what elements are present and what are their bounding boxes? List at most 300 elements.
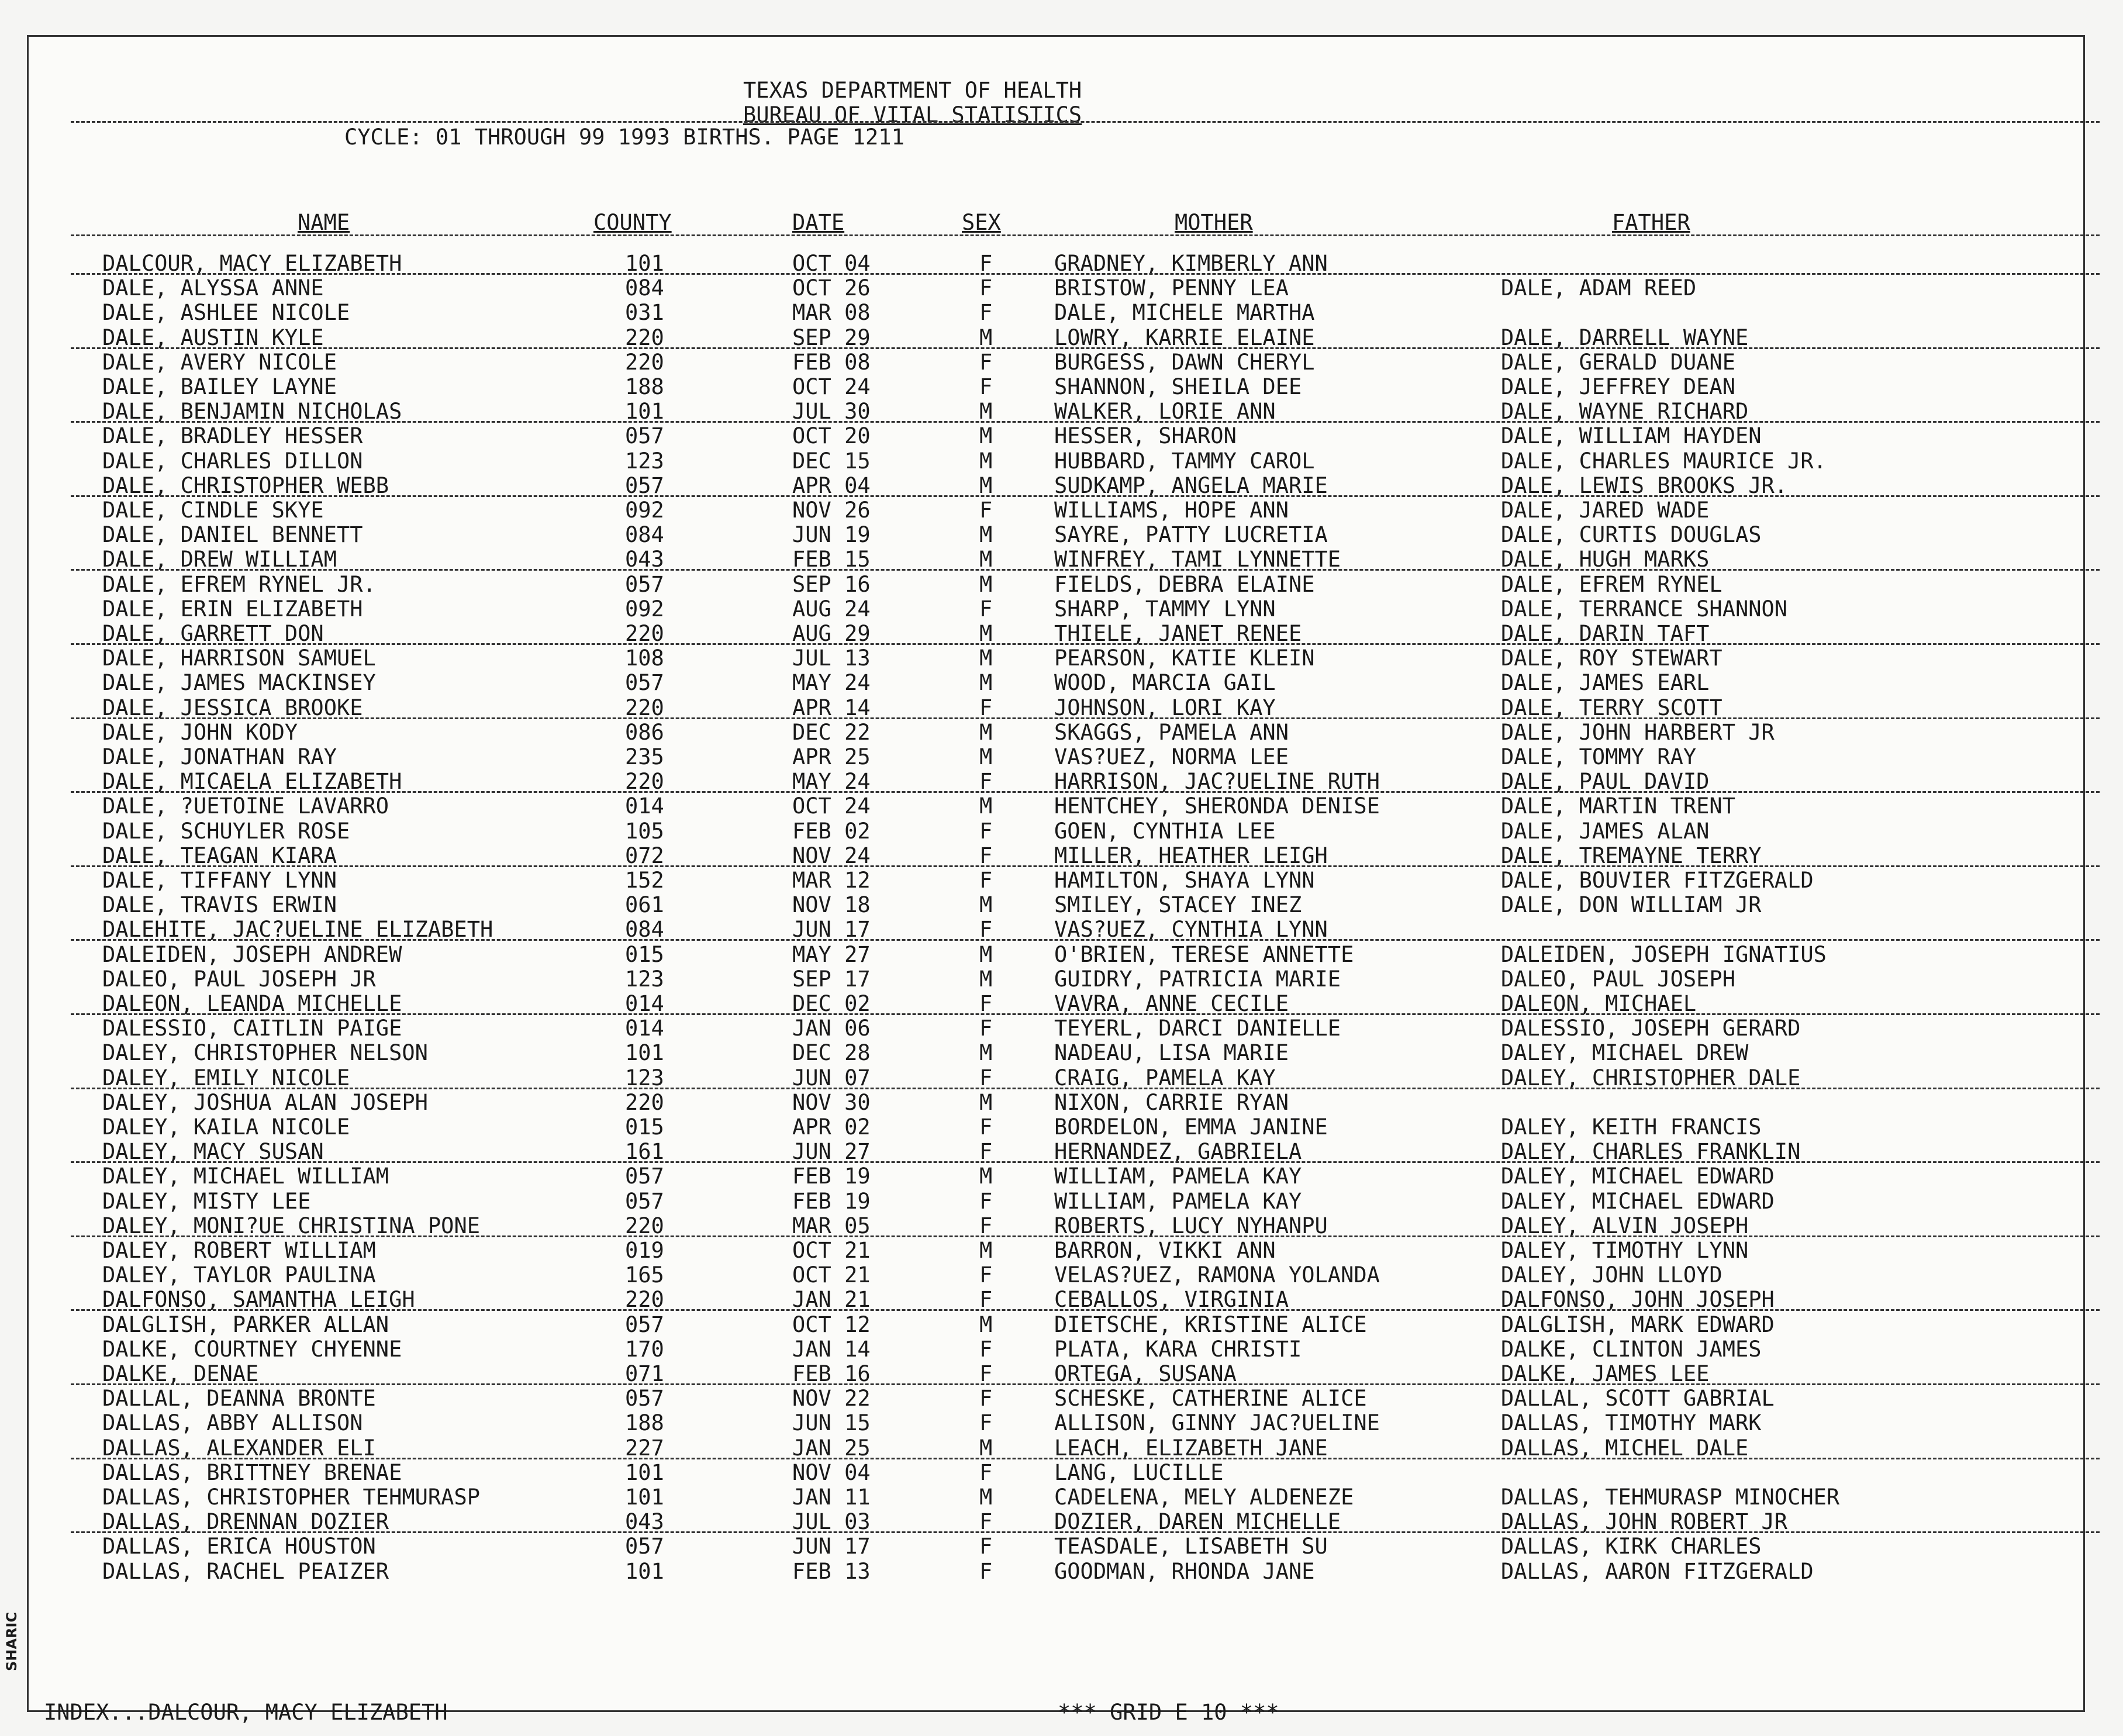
name-cell: DALE, EFREM RYNEL JR. [102,571,376,597]
date-cell: JAN 11 [792,1485,871,1510]
date-cell: FEB 19 [792,1188,871,1214]
name-cell: DALE, AUSTIN KYLE [102,325,324,350]
mother-cell: WALKER, LORIE ANN [1054,399,1276,424]
name-cell: DALEY, MICHAEL WILLIAM [102,1164,389,1189]
date-cell: SEP 17 [792,966,871,992]
table-row [29,917,2083,941]
mother-cell: LOWRY, KARRIE ELAINE [1054,325,1315,350]
county-cell: 015 [625,1114,664,1140]
grid-reference: *** GRID E 10 *** [1058,1700,1279,1725]
name-cell: DALEY, MONI?UE CHRISTINA PONE [102,1213,481,1238]
date-cell: FEB 13 [792,1558,871,1584]
county-cell: 101 [625,1485,664,1510]
father-cell: DALESSIO, JOSEPH GERARD [1501,1016,1801,1041]
date-cell: NOV 30 [792,1089,871,1115]
document-page [27,35,2085,1725]
mother-cell: TEASDALE, LISABETH SU [1054,1534,1328,1559]
table-row [29,350,2083,374]
date-cell: OCT 20 [792,423,871,449]
sex-cell: F [979,1336,993,1362]
county-cell: 161 [625,1139,664,1165]
table-row [29,1262,2083,1287]
table-row [29,1337,2083,1361]
date-cell: FEB 08 [792,349,871,375]
sex-cell: F [979,1213,993,1238]
mother-cell: SHANNON, SHEILA DEE [1054,374,1302,399]
date-cell: NOV 18 [792,892,871,918]
county-cell: 072 [625,843,664,868]
date-cell: NOV 24 [792,843,871,868]
father-cell: DALEY, ALVIN JOSEPH [1501,1213,1749,1238]
row-group-divider [71,717,2100,719]
sex-cell: F [979,1386,993,1411]
date-cell: JUL 30 [792,399,871,424]
table-row [29,646,2083,670]
name-cell: DALE, ERIN ELIZABETH [102,596,363,622]
name-cell: DALE, BENJAMIN NICHOLAS [102,399,402,424]
date-cell: MAR 12 [792,868,871,893]
county-cell: 105 [625,818,664,844]
county-cell: 015 [625,941,664,967]
table-row [29,1114,2083,1139]
row-group-divider [71,1161,2100,1163]
table-row [29,1164,2083,1188]
county-cell: 043 [625,547,664,572]
county-cell: 057 [625,1534,664,1559]
date-cell: DEC 22 [792,719,871,745]
name-cell: DALEY, JOSHUA ALAN JOSEPH [102,1089,428,1115]
date-cell: AUG 24 [792,596,871,622]
sex-cell: F [979,1188,993,1214]
name-cell: DALEY, CHRISTOPHER NELSON [102,1040,428,1066]
date-cell: JAN 21 [792,1287,871,1313]
father-cell: DALLAS, AARON FITZGERALD [1501,1558,1814,1584]
table-row [29,1189,2083,1213]
row-group-divider [71,569,2100,571]
date-cell: APR 25 [792,744,871,769]
county-cell: 092 [625,596,664,622]
sex-cell: F [979,991,993,1016]
table-row [29,300,2083,325]
mother-cell: HAMILTON, SHAYA LYNN [1054,868,1315,893]
name-cell: DALLAS, CHRISTOPHER TEHMURASP [102,1485,481,1510]
sex-cell: M [979,941,993,967]
col-header-name: NAME [298,210,350,235]
table-row [29,399,2083,423]
mother-cell: BARRON, VIKKI ANN [1054,1238,1276,1263]
mother-cell: CEBALLOS, VIRGINIA [1054,1287,1289,1313]
sex-cell: M [979,1435,993,1461]
name-cell: DALCOUR, MACY ELIZABETH [102,251,402,276]
col-header-father: FATHER [1612,210,1690,235]
date-cell: OCT 21 [792,1262,871,1288]
father-cell: DALE, JAMES ALAN [1501,818,1710,844]
mother-cell: VAVRA, ANNE CECILE [1054,991,1289,1016]
sex-cell: F [979,843,993,868]
table-row [29,942,2083,967]
sex-cell: F [979,275,993,301]
county-cell: 101 [625,399,664,424]
mother-cell: GOEN, CYNTHIA LEE [1054,818,1276,844]
mother-cell: SHARP, TAMMY LYNN [1054,596,1276,622]
county-cell: 123 [625,966,664,992]
county-cell: 084 [625,917,664,943]
mother-cell: MILLER, HEATHER LEIGH [1054,843,1328,868]
county-cell: 071 [625,1361,664,1386]
table-row [29,423,2083,448]
name-cell: DALEO, PAUL JOSEPH JR [102,966,376,992]
row-group-divider [71,1235,2100,1237]
sex-cell: F [979,1361,993,1386]
row-group-divider [71,939,2100,941]
name-cell: DALE, ALYSSA ANNE [102,275,324,301]
county-cell: 092 [625,498,664,523]
father-cell: DALE, TERRY SCOTT [1501,695,1722,720]
sex-cell: M [979,646,993,671]
father-cell: DALE, WILLIAM HAYDEN [1501,423,1762,449]
mother-cell: VELAS?UEZ, RAMONA YOLANDA [1054,1262,1380,1288]
mother-cell: VAS?UEZ, NORMA LEE [1054,744,1289,769]
table-row [29,1016,2083,1040]
mother-cell: SAYRE, PATTY LUCRETIA [1054,522,1328,548]
table-row [29,498,2083,522]
name-cell: DALEY, MISTY LEE [102,1188,311,1214]
sex-cell: M [979,966,993,992]
county-cell: 220 [625,1089,664,1115]
table-row [29,473,2083,498]
mother-cell: VAS?UEZ, CYNTHIA LYNN [1054,917,1328,943]
name-cell: DALEIDEN, JOSEPH ANDREW [102,941,402,967]
col-header-mother: MOTHER [1175,210,1253,235]
table-row [29,670,2083,695]
sex-cell: F [979,1410,993,1436]
header-divider [71,121,2100,123]
table-row [29,251,2083,275]
mother-cell: HERNANDEZ, GABRIELA [1054,1139,1302,1165]
row-group-divider [71,865,2100,867]
father-cell: DALEIDEN, JOSEPH IGNATIUS [1501,941,1827,967]
sex-cell: M [979,1485,993,1510]
county-cell: 101 [625,251,664,276]
date-cell: MAY 24 [792,670,871,696]
father-cell: DALE, MARTIN TRENT [1501,793,1735,819]
father-cell: DALE, DON WILLIAM JR [1501,892,1762,918]
father-cell: DALE, DARRELL WAYNE [1501,325,1749,350]
sex-cell: M [979,719,993,745]
father-cell: DALE, TOMMY RAY [1501,744,1697,769]
father-cell: DALE, GERALD DUANE [1501,349,1735,375]
mother-cell: CRAIG, PAMELA KAY [1054,1065,1276,1090]
date-cell: JAN 06 [792,1016,871,1041]
sex-cell: M [979,1164,993,1189]
sex-cell: M [979,472,993,498]
sex-cell: F [979,818,993,844]
index-line: INDEX...DALCOUR, MACY ELIZABETH [44,1700,448,1725]
sex-cell: M [979,1238,993,1263]
name-cell: DALLAS, ERICA HOUSTON [102,1534,376,1559]
father-cell: DALE, JOHN HARBERT JR [1501,719,1775,745]
date-cell: JUN 27 [792,1139,871,1165]
sex-cell: M [979,547,993,572]
col-header-sex: SEX [962,210,1001,235]
county-cell: 014 [625,1016,664,1041]
sex-cell: F [979,695,993,720]
sex-cell: M [979,1089,993,1115]
date-cell: FEB 02 [792,818,871,844]
column-header-divider [71,234,2100,236]
sex-cell: M [979,448,993,474]
county-cell: 220 [625,695,664,720]
name-cell: DALEY, ROBERT WILLIAM [102,1238,376,1263]
sex-cell: M [979,793,993,819]
table-row [29,695,2083,720]
name-cell: DALESSIO, CAITLIN PAIGE [102,1016,402,1041]
mother-cell: DOZIER, DAREN MICHELLE [1054,1509,1341,1535]
county-cell: 220 [625,325,664,350]
row-group-divider [71,1458,2100,1459]
mother-cell: WILLIAMS, HOPE ANN [1054,498,1289,523]
mother-cell: WILLIAM, PAMELA KAY [1054,1188,1302,1214]
father-cell: DALE, HUGH MARKS [1501,547,1710,572]
father-cell: DALE, ADAM REED [1501,275,1697,301]
county-cell: 220 [625,769,664,795]
mother-cell: CADELENA, MELY ALDENEZE [1054,1485,1354,1510]
name-cell: DALE, JESSICA BROOKE [102,695,363,720]
date-cell: OCT 24 [792,793,871,819]
name-cell: DALFONSO, SAMANTHA LEIGH [102,1287,415,1313]
sex-cell: F [979,300,993,326]
row-group-divider [71,1013,2100,1015]
date-cell: JUN 07 [792,1065,871,1090]
sex-cell: F [979,349,993,375]
table-row [29,596,2083,621]
sex-cell: M [979,325,993,350]
county-cell: 057 [625,571,664,597]
side-label: SHARIC [4,1612,20,1671]
county-cell: 057 [625,1188,664,1214]
bureau-title: BUREAU OF VITAL STATISTICS [743,102,1082,127]
county-cell: 220 [625,1287,664,1313]
father-cell: DALEY, CHRISTOPHER DALE [1501,1065,1801,1090]
table-row [29,1559,2083,1583]
table-row [29,374,2083,399]
county-cell: 220 [625,621,664,646]
table-row [29,1213,2083,1238]
table-row [29,325,2083,350]
father-cell: DALE, DARIN TAFT [1501,621,1710,646]
mother-cell: NIXON, CARRIE RYAN [1054,1089,1289,1115]
sex-cell: M [979,522,993,548]
father-cell: DALEY, TIMOTHY LYNN [1501,1238,1749,1263]
table-row [29,744,2083,769]
name-cell: DALE, ?UETOINE LAVARRO [102,793,389,819]
table-row [29,819,2083,843]
father-cell: DALLAS, TIMOTHY MARK [1501,1410,1762,1436]
name-cell: DALEY, MACY SUSAN [102,1139,324,1165]
table-row [29,1509,2083,1534]
table-row [29,522,2083,547]
father-cell: DALE, JAMES EARL [1501,670,1710,696]
row-group-divider [71,791,2100,793]
mother-cell: SMILEY, STACEY INEZ [1054,892,1302,918]
mother-cell: SUDKAMP, ANGELA MARIE [1054,472,1328,498]
date-cell: NOV 04 [792,1459,871,1485]
name-cell: DALLAS, RACHEL PEAIZER [102,1558,389,1584]
mother-cell: NADEAU, LISA MARIE [1054,1040,1289,1066]
table-row [29,621,2083,646]
date-cell: JAN 14 [792,1336,871,1362]
name-cell: DALGLISH, PARKER ALLAN [102,1312,389,1337]
sex-cell: F [979,1534,993,1559]
father-cell: DALE, JARED WADE [1501,498,1710,523]
sex-cell: F [979,1016,993,1041]
name-cell: DALE, BAILEY LAYNE [102,374,337,399]
father-cell: DALEON, MICHAEL [1501,991,1697,1016]
father-cell: DALFONSO, JOHN JOSEPH [1501,1287,1775,1313]
table-row [29,572,2083,596]
county-cell: 227 [625,1435,664,1461]
name-cell: DALE, HARRISON SAMUEL [102,646,376,671]
sex-cell: F [979,769,993,795]
date-cell: MAY 27 [792,941,871,967]
county-cell: 123 [625,1065,664,1090]
date-cell: MAR 08 [792,300,871,326]
sex-cell: M [979,571,993,597]
mother-cell: WINFREY, TAMI LYNNETTE [1054,547,1341,572]
mother-cell: LEACH, ELIZABETH JANE [1054,1435,1328,1461]
father-cell: DALE, EFREM RYNEL [1501,571,1722,597]
table-row [29,1410,2083,1435]
table-row [29,1386,2083,1410]
name-cell: DALLAS, ALEXANDER ELI [102,1435,376,1461]
sex-cell: F [979,1262,993,1288]
sex-cell: M [979,892,993,918]
row-group-divider [71,495,2100,497]
father-cell: DALEY, JOHN LLOYD [1501,1262,1722,1288]
sex-cell: F [979,1558,993,1584]
mother-cell: ORTEGA, SUSANA [1054,1361,1237,1386]
father-cell: DALLAL, SCOTT GABRIAL [1501,1386,1775,1411]
row-group-divider [71,1088,2100,1089]
table-row [29,1534,2083,1558]
row-group-divider [71,1383,2100,1385]
date-cell: OCT 04 [792,251,871,276]
date-cell: NOV 22 [792,1386,871,1411]
county-cell: 057 [625,1386,664,1411]
sex-cell: M [979,423,993,449]
date-cell: MAY 24 [792,769,871,795]
mother-cell: BURGESS, DAWN CHERYL [1054,349,1315,375]
date-cell: SEP 29 [792,325,871,350]
sex-cell: M [979,1040,993,1066]
table-row [29,769,2083,793]
name-cell: DALE, TIFFANY LYNN [102,868,337,893]
table-row [29,1090,2083,1114]
mother-cell: DIETSCHE, KRISTINE ALICE [1054,1312,1367,1337]
sex-cell: F [979,1114,993,1140]
mother-cell: GOODMAN, RHONDA JANE [1054,1558,1315,1584]
sex-cell: F [979,917,993,943]
mother-cell: SCHESKE, CATHERINE ALICE [1054,1386,1367,1411]
county-cell: 220 [625,1213,664,1238]
name-cell: DALE, GARRETT DON [102,621,324,646]
table-row [29,1040,2083,1065]
sex-cell: F [979,1287,993,1313]
date-cell: JUN 15 [792,1410,871,1436]
table-row [29,547,2083,571]
county-cell: 061 [625,892,664,918]
date-cell: DEC 28 [792,1040,871,1066]
mother-cell: LANG, LUCILLE [1054,1459,1224,1485]
sex-cell: M [979,670,993,696]
date-cell: JUN 19 [792,522,871,548]
date-cell: JAN 25 [792,1435,871,1461]
sex-cell: F [979,1509,993,1535]
name-cell: DALLAS, BRITTNEY BRENAE [102,1459,402,1485]
date-cell: OCT 21 [792,1238,871,1263]
date-cell: OCT 24 [792,374,871,399]
name-cell: DALEY, EMILY NICOLE [102,1065,350,1090]
father-cell: DALE, JEFFREY DEAN [1501,374,1735,399]
county-cell: 123 [625,448,664,474]
row-group-divider [71,643,2100,645]
table-row [29,1287,2083,1312]
table-row [29,991,2083,1016]
mother-cell: PEARSON, KATIE KLEIN [1054,646,1315,671]
cycle-line: CYCLE: 01 THROUGH 99 1993 BIRTHS. PAGE 1211 [344,125,905,150]
mother-cell: WILLIAM, PAMELA KAY [1054,1164,1302,1189]
father-cell: DALE, ROY STEWART [1501,646,1722,671]
date-cell: DEC 15 [792,448,871,474]
county-cell: 101 [625,1558,664,1584]
county-cell: 057 [625,423,664,449]
sex-cell: F [979,868,993,893]
county-cell: 101 [625,1459,664,1485]
row-group-divider [71,273,2100,275]
county-cell: 057 [625,1164,664,1189]
mother-cell: JOHNSON, LORI KAY [1054,695,1276,720]
county-cell: 101 [625,1040,664,1066]
mother-cell: TEYERL, DARCI DANIELLE [1054,1016,1341,1041]
date-cell: JUL 03 [792,1509,871,1535]
county-cell: 152 [625,868,664,893]
county-cell: 084 [625,275,664,301]
sex-cell: F [979,1459,993,1485]
date-cell: DEC 02 [792,991,871,1016]
date-cell: APR 02 [792,1114,871,1140]
table-row [29,1460,2083,1485]
table-row [29,1435,2083,1460]
date-cell: NOV 26 [792,498,871,523]
name-cell: DALE, AVERY NICOLE [102,349,337,375]
father-cell: DALKE, JAMES LEE [1501,1361,1710,1386]
date-cell: APR 14 [792,695,871,720]
table-row [29,448,2083,473]
county-cell: 019 [625,1238,664,1263]
date-cell: JUN 17 [792,917,871,943]
name-cell: DALE, SCHUYLER ROSE [102,818,350,844]
county-cell: 014 [625,991,664,1016]
father-cell: DALEY, MICHAEL EDWARD [1501,1188,1775,1214]
father-cell: DALLAS, JOHN ROBERT JR [1501,1509,1788,1535]
table-row [29,868,2083,892]
father-cell: DALE, PAUL DAVID [1501,769,1710,795]
father-cell: DALEY, MICHAEL DREW [1501,1040,1749,1066]
date-cell: AUG 29 [792,621,871,646]
sex-cell: M [979,399,993,424]
sex-cell: M [979,744,993,769]
mother-cell: SKAGGS, PAMELA ANN [1054,719,1289,745]
